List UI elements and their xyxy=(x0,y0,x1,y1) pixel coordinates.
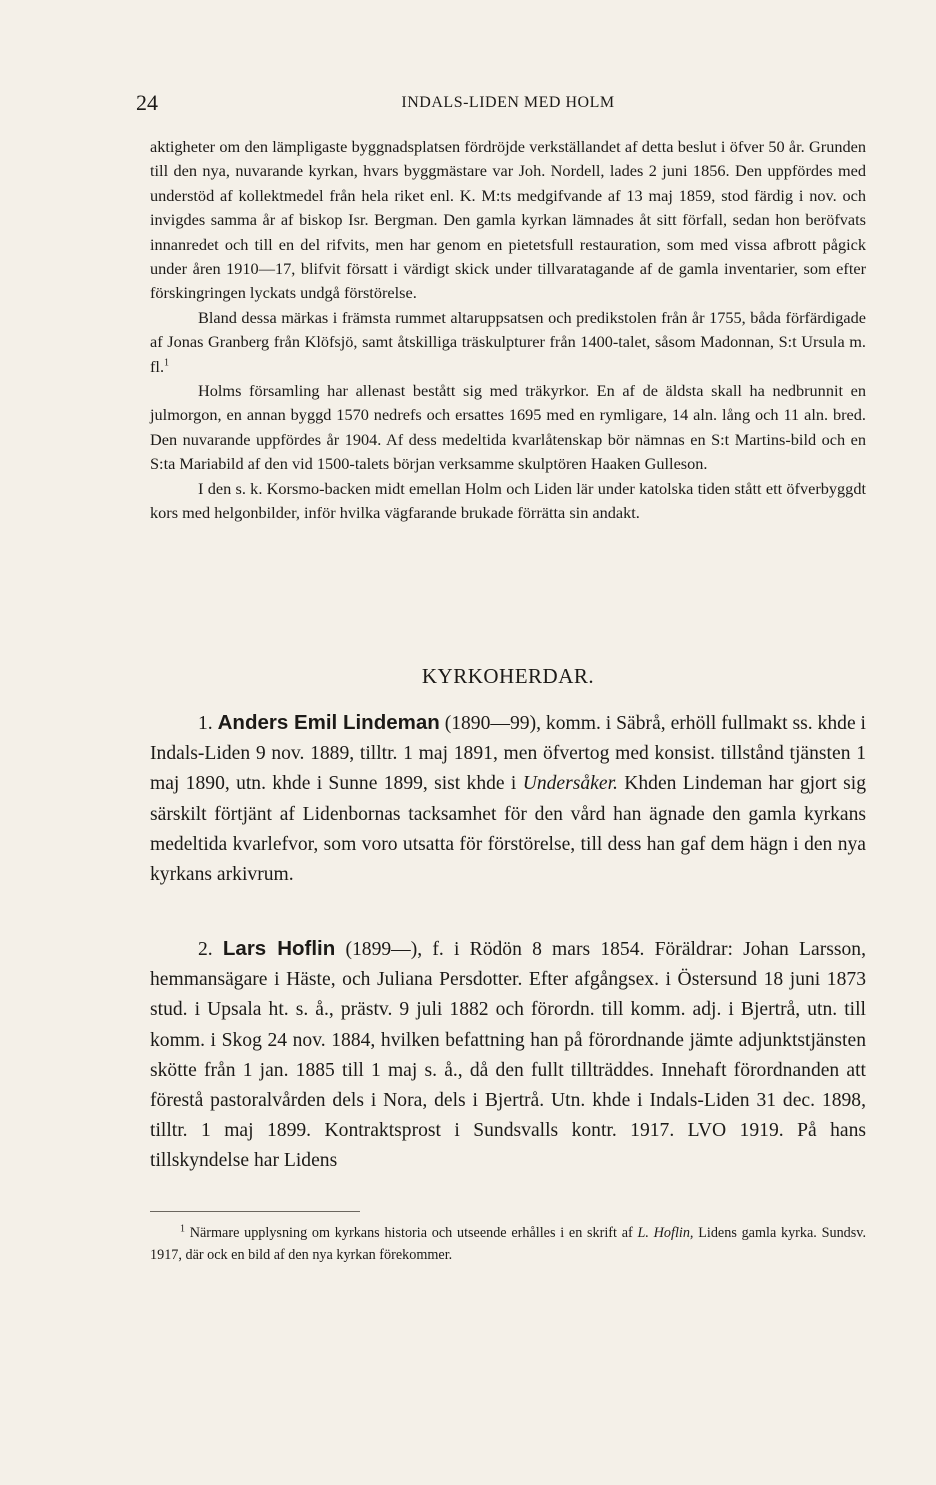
footnote-reference: 1 xyxy=(164,357,170,369)
footnote-text: Lidens gamla kyrka. Sundsv. 1917, där ock en bild af den nya kyrkan förekommer. xyxy=(150,1225,866,1263)
entry-text: Khden Lindeman har gjort sig särskilt förtjänt af Lidenbornas tacksamhet för den vård han ägnade den gamla kyrkans medeltida kvarlefvor, som voro utsatta för förstörelse, till dess han gaf dem hägn i den nya kyrkans arkivrum. xyxy=(150,773,866,886)
running-title: INDALS-LIDEN MED HOLM xyxy=(401,94,615,111)
footnote-marker: 1 xyxy=(180,1223,185,1235)
entry-name: Lars Hoflin xyxy=(222,937,336,960)
footnote-italic-author: L. Hoflin, xyxy=(637,1225,694,1241)
entry-name: Anders Emil Lindeman xyxy=(217,711,440,734)
entry-paragraph xyxy=(150,708,866,890)
page-header xyxy=(136,90,866,120)
intro-text xyxy=(150,135,866,526)
paragraph: I den s. k. Korsmo-backen midt emellan Holm och Liden lär under katolska tiden stått ett öfverbyggdt kors med helgonbilder, inför hvilka vägfarande brukade förrätta sin andakt. xyxy=(150,478,866,523)
entry-text: (1899—), f. i Rödön 8 mars 1854. Föräldrar: Johan Larsson, hemmansägare i Häste, och Juliana Persdotter. Efter afgångsex. i Östersund 18 juni 1873 stud. i Upsala ht. s. å., prästv. 9 juli 1882 och förordn. till komm. adj. i Bjertrå, utn. till komm. i Skog 24 nov. 1884, hvilken befattning han på förordnande jämte adjunktstjänsten skötte från 1 jan. 1885 till 1 maj s. å., då den fullt tillträddes. Innehaft förordnanden att förestå pastoralvården dels i Nora, dels i Bjertrå. Utn. khde i Indals-Liden 31 dec. 1898, tilltr. 1 maj 1899. Kontraktsprost i Sundsvalls kontr. 1917. LVO 1919. På hans tillskyndelse har Lidens xyxy=(150,939,866,1172)
biography-entry xyxy=(150,708,866,890)
footnote-paragraph xyxy=(150,1222,866,1266)
entry-text: (1890—99), komm. i Säbrå, erhöll fullmakt ss. khde i Indals-Liden 9 nov. 1889, tilltr. 1 maj 1891, men öfvertog med konsist. tillstånd tjänsten 1 maj 1890, utn. khde i Sunne 1899, sist khde i xyxy=(150,713,866,795)
entry-paragraph xyxy=(150,934,866,1177)
entry-number: 2. xyxy=(198,939,213,960)
page-number: 24 xyxy=(136,90,158,115)
paragraph xyxy=(150,306,866,379)
entry-number: 1. xyxy=(198,713,213,734)
footnote-text: Närmare upplysning om kyrkans historia och utseende erhålles i en skrift af xyxy=(185,1225,638,1241)
biography-entry xyxy=(150,934,866,1177)
section-title: KYRKOHERDAR. xyxy=(421,664,595,688)
paragraph: Holms församling har allenast bestått sig med träkyrkor. En af de äldsta skall ha nedbrunnit en julmorgon, en annan byggd 1570 nedrefs och ersattes 1695 med en rymligare, 14 aln. lång och 11 aln. bred. Den nuvarande uppfördes år 1904. Af dess medeltida kvarlåtenskap bör nämnas en S:t Martins-bild och en S:ta Mariabild af den vid 1500-talets början verksamme skulptören Haaken Gulleson. xyxy=(150,381,866,474)
footnote xyxy=(150,1222,866,1266)
paragraph-text: Bland dessa märkas i främsta rummet altaruppsatsen och predikstolen från år 1755, båda förfärdigade af Jonas Granberg från Klöfsjö, samt åtskilliga träskulpturer från 1400-talet, såsom Madonnan, S:t Ursula m. fl. xyxy=(150,307,866,376)
entry-italic-place: Undersåker. xyxy=(522,773,618,795)
footnote-divider xyxy=(150,1211,360,1212)
paragraph: aktigheter om den lämpligaste byggnadsplatsen fördröjde verkställandet af detta beslut i öfver 50 år. Grunden till den nya, nuvarande kyrkan, hvars byggmästare var Joh. Nordell, lades 2 juni 1856. Den uppfördes med understöd af kollektmedel från hela riket enl. K. M:ts medgifvande af 13 maj 1859, stod färdig i nov. och invigdes samma år af biskop Isr. Bergman. Den gamla kyrkan lämnades åt sitt förfall, sedan hon beröfvats innanredet och till en del rifvits, men har genom en pietetsfull restauration, som med vissa afbrott pågick under åren 1910—17, blifvit försatt i värdigt skick under tillvaratagande af de gamla inventarier, som efter förskingringen lyckats undgå förstörelse. xyxy=(150,137,866,303)
